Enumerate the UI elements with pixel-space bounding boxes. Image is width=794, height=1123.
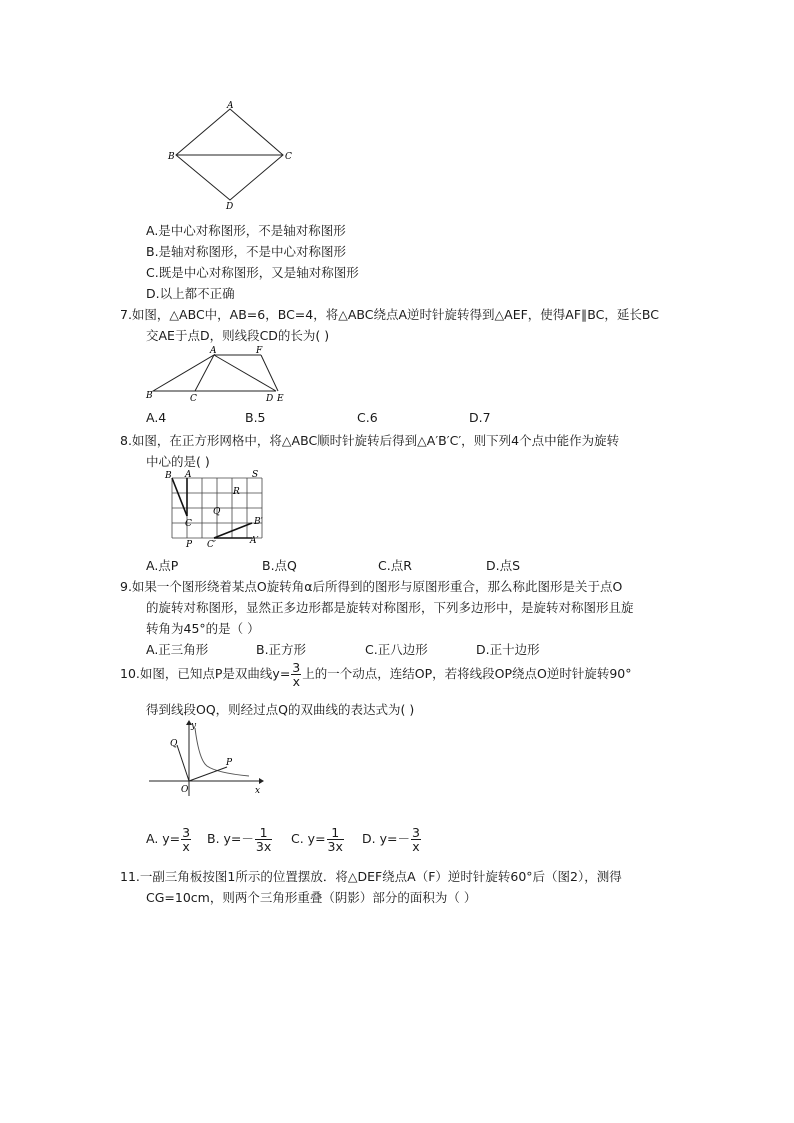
- label-b: B: [168, 152, 175, 162]
- label-f: F: [256, 346, 263, 356]
- q10-hyperbola-fraction: [291, 661, 301, 688]
- q6-option-c: C.既是中心对称图形，又是轴对称图形: [146, 265, 359, 280]
- q7-option-a: A.4: [146, 410, 167, 425]
- q10-coordinate-figure: [147, 718, 265, 798]
- segment-op: [189, 767, 227, 781]
- q9-text-line1: 9.如果一个图形绕着某点O旋转角α后所得到的图形与原图形重合，那么称此图形是关于点O: [120, 579, 623, 594]
- fraction-numerator: 3: [292, 660, 301, 675]
- triangle-abc: [172, 478, 187, 516]
- q7-option-d: D.7: [469, 410, 491, 425]
- label-a: A: [227, 101, 234, 111]
- label-x: x: [255, 786, 261, 796]
- q7-option-c: C.6: [357, 410, 378, 425]
- label-c-prime: C′: [207, 540, 216, 550]
- label-y: y: [191, 721, 197, 731]
- option-b-fraction: $\frac{1}{3x}$: [255, 825, 272, 854]
- label-b: B: [165, 471, 172, 481]
- q6-option-a: A.是中心对称图形，不是轴对称图形: [146, 223, 346, 238]
- q9-option-b: B.正方形: [256, 642, 307, 657]
- q11-text-line1: 11.一副三角板按图1所示的位置摆放．将△DEF绕点A（F）逆时针旋转60°后（图2），测得: [120, 869, 622, 884]
- triangle-a-b-c-prime: [214, 523, 252, 538]
- label-o: O: [181, 785, 189, 795]
- q11-text-line2: CG=10cm，则两个三角形重叠（阴影）部分的面积为（ ）: [146, 890, 477, 905]
- q9-text-line3: 转角为45°的是（ ）: [146, 621, 260, 636]
- label-q: Q: [170, 739, 178, 749]
- q10-text-line1: [120, 661, 632, 688]
- label-c: C: [185, 519, 192, 529]
- q8-text-line2: 中心的是( ): [146, 454, 210, 469]
- q7-figure: [145, 344, 295, 404]
- label-d: D: [226, 202, 234, 210]
- fraction-denominator: x: [292, 674, 300, 689]
- label-a: A: [185, 470, 192, 480]
- q8-grid-figure: [162, 468, 270, 552]
- label-p: P: [186, 540, 193, 550]
- label-a-prime: A′: [250, 536, 259, 546]
- q8-option-b: B.点Q: [262, 558, 297, 573]
- segment-oq: [177, 745, 189, 781]
- label-c: C: [285, 152, 292, 162]
- label-b-prime: B′: [254, 517, 263, 527]
- q10-option-a: A. y= $\frac{3}{x}$: [146, 825, 191, 854]
- segment-fe: [261, 355, 278, 391]
- q7-text-line1: 7.如图，△ABC中，AB=6，BC=4，将△ABC绕点A逆时针旋转得到△AEF，使得AF∥BC，延长BC: [120, 307, 659, 322]
- label-c: C: [190, 394, 197, 404]
- q8-text-line1: 8.如图，在正方形网格中，将△ABC顺时针旋转后得到△A′B′C′，则下列4个点中能作为旋转: [120, 433, 620, 448]
- label-d: D: [266, 394, 274, 404]
- label-s: S: [252, 470, 259, 480]
- q7-option-b: B.5: [245, 410, 266, 425]
- label-p: P: [226, 758, 233, 768]
- label-b: B: [146, 391, 153, 401]
- q8-option-c: C.点R: [378, 558, 412, 573]
- q9-option-a: A.正三角形: [146, 642, 209, 657]
- q8-option-d: D.点S: [486, 558, 521, 573]
- q7-text-line2: 交AE于点D，则线段CD的长为( ): [146, 328, 330, 343]
- label-q: Q: [213, 507, 221, 517]
- q10-option-c: C. y= $\frac{1}{3x}$: [291, 825, 343, 854]
- q6-option-d: D.以上都不正确: [146, 286, 235, 301]
- q9-text-line2: 的旋转对称图形，显然正多边形都是旋转对称图形，下列多边形中，是旋转对称图形且旋: [146, 600, 634, 615]
- label-r: R: [233, 487, 240, 497]
- option-d-fraction: $\frac{3}{x}$: [411, 825, 420, 854]
- rhombus-figure: [165, 100, 295, 210]
- q10-line1-prefix: 10.如图，已知点P是双曲线y=: [120, 666, 291, 681]
- label-a: A: [210, 346, 217, 356]
- q9-option-c: C.正八边形: [365, 642, 428, 657]
- option-a-fraction: $\frac{3}{x}$: [182, 825, 191, 854]
- q10-line1-suffix: 上的一个动点，连结OP，若将线段OP绕点O逆时针旋转90°: [302, 666, 632, 681]
- q10-option-d: D. y=－ $\frac{3}{x}$: [362, 825, 420, 854]
- segment-ae: [214, 355, 276, 391]
- label-e: E: [277, 394, 284, 404]
- x-axis-arrow: [259, 778, 264, 784]
- q9-option-d: D.正十边形: [476, 642, 540, 657]
- q10-text-line2: 得到线段OQ，则经过点Q的双曲线的表达式为( ): [146, 702, 415, 717]
- q8-option-a: A.点P: [146, 558, 179, 573]
- triangle-abc: [153, 355, 214, 391]
- option-c-fraction: $\frac{1}{3x}$: [327, 825, 343, 854]
- q10-option-b: B. y=－ $\frac{1}{3x}$: [207, 825, 272, 854]
- q6-option-b: B.是轴对称图形，不是中心对称图形: [146, 244, 347, 259]
